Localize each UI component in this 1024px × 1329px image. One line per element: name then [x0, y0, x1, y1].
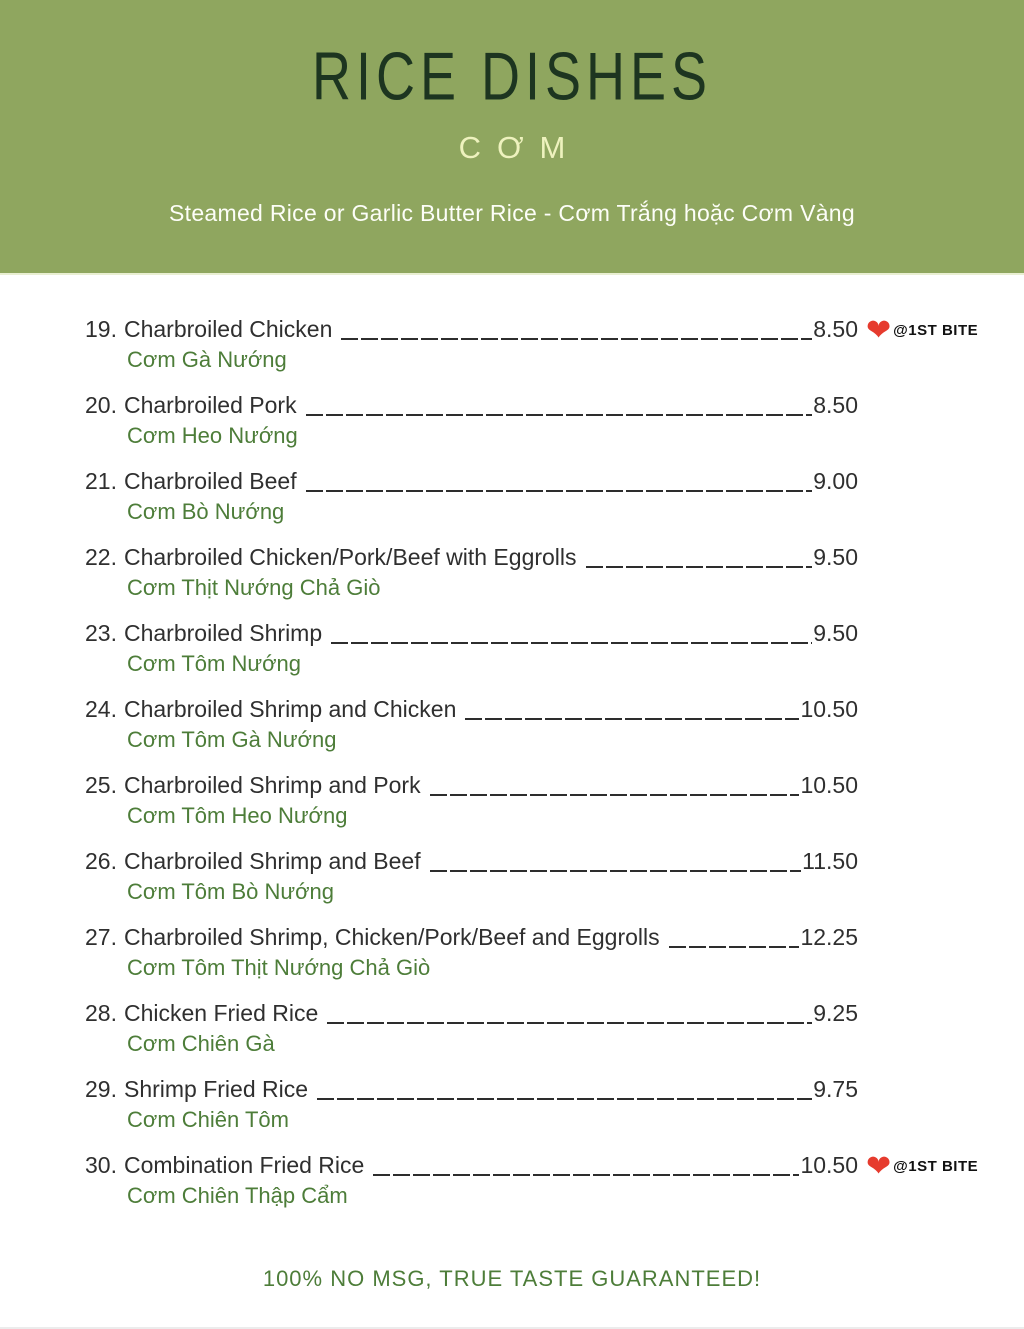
menu-item-row — [85, 618, 858, 648]
menu-item — [85, 466, 858, 526]
dotted-leader — [430, 870, 802, 872]
menu-item-row — [85, 694, 858, 724]
menu-item-vietnamese: Cơm Tôm Nướng — [127, 651, 301, 676]
menu-item-vietnamese: Cơm Chiên Thập Cẩm — [127, 1183, 348, 1208]
dotted-leader — [306, 490, 813, 492]
dotted-leader — [669, 946, 800, 948]
menu-item-row — [85, 998, 858, 1028]
menu-item — [85, 694, 858, 754]
menu-item-vietnamese: Cơm Chiên Tôm — [127, 1107, 289, 1132]
menu-item-number: 29. — [85, 1076, 117, 1102]
menu-item-vietnamese: Cơm Tôm Bò Nướng — [127, 879, 335, 904]
menu-item-number: 30. — [85, 1152, 117, 1178]
menu-item-row — [85, 1150, 979, 1183]
menu-item-price: 8.50 — [813, 392, 858, 418]
menu-item-number: 26. — [85, 848, 117, 874]
menu-item-name: 23. Charbroiled Shrimp — [85, 620, 323, 646]
menu-item-price: 10.50 — [800, 696, 858, 722]
menu-item-row — [85, 466, 858, 496]
menu-item-name: 26. Charbroiled Shrimp and Beef — [85, 848, 421, 874]
menu-item-row — [85, 390, 858, 420]
menu-item — [85, 314, 979, 374]
menu-item-name: 29. Shrimp Fried Rice — [85, 1076, 309, 1102]
menu-item — [85, 998, 858, 1058]
menu-item-number: 24. — [85, 696, 117, 722]
menu-item-row — [85, 922, 858, 952]
menu-item-name: 24. Charbroiled Shrimp and Chicken — [85, 696, 457, 722]
menu-item-number: 21. — [85, 468, 117, 494]
menu-item-vietnamese: Cơm Heo Nướng — [127, 423, 298, 448]
dotted-leader — [317, 1098, 812, 1100]
dotted-leader — [465, 718, 799, 720]
menu-item-price: 10.50 — [800, 1152, 858, 1178]
menu-item-number: 27. — [85, 924, 117, 950]
menu-item-row — [85, 1074, 858, 1104]
first-bite-badge — [866, 316, 978, 346]
menu-item-price: 11.50 — [802, 848, 858, 874]
menu-item-row — [85, 542, 858, 572]
page-title-vietnamese: CƠM — [458, 130, 582, 165]
menu-item-name: 25. Charbroiled Shrimp and Pork — [85, 772, 421, 798]
first-bite-badge-label: @1ST BITE — [893, 1158, 979, 1175]
menu-item-vietnamese: Cơm Tôm Gà Nướng — [127, 727, 337, 752]
menu-item-number: 20. — [85, 392, 117, 418]
menu-item-name: 27. Charbroiled Shrimp, Chicken/Pork/Beef and Eggrolls — [85, 924, 660, 950]
menu-item — [85, 390, 858, 450]
menu-item-vietnamese: Cơm Tôm Thịt Nướng Chả Giò — [127, 955, 431, 980]
menu-item-price: 10.50 — [800, 772, 858, 798]
menu-item-vietnamese: Cơm Chiên Gà — [127, 1031, 275, 1056]
first-bite-badge — [866, 1152, 978, 1182]
menu-item-list — [85, 273, 979, 1226]
menu-item-vietnamese: Cơm Bò Nướng — [127, 499, 285, 524]
no-msg-note: 100% NO MSG, TRUE TASTE GUARANTEED! — [262, 1266, 762, 1291]
menu-item-price: 9.00 — [813, 468, 858, 494]
menu-header — [0, 0, 1024, 275]
dotted-leader — [306, 414, 813, 416]
menu-item-number: 28. — [85, 1000, 117, 1026]
menu-item-row — [85, 846, 858, 876]
dotted-leader — [430, 794, 800, 796]
menu-item-name: 22. Charbroiled Chicken/Pork/Beef with Eggrolls — [85, 544, 577, 570]
menu-item-price: 9.75 — [813, 1076, 858, 1102]
menu-item — [85, 1074, 858, 1134]
menu-item-price: 12.25 — [800, 924, 858, 950]
menu-item-price: 9.50 — [813, 620, 858, 646]
menu-item-number: 23. — [85, 620, 117, 646]
menu-item-number: 22. — [85, 544, 117, 570]
menu-item-name: 28. Chicken Fried Rice — [85, 1000, 319, 1026]
first-bite-badge-label: @1ST BITE — [893, 322, 979, 339]
menu-item-name: 19. Charbroiled Chicken — [85, 316, 333, 342]
menu-item — [85, 922, 858, 982]
menu-item-price: 9.25 — [813, 1000, 858, 1026]
menu-item-row — [85, 314, 979, 347]
menu-item — [85, 1150, 979, 1210]
menu-item-row — [85, 770, 858, 800]
menu-item-name: 30. Combination Fried Rice — [85, 1152, 365, 1178]
heart-icon: ❤ — [866, 1150, 892, 1183]
menu-item-number: 25. — [85, 772, 117, 798]
menu-item-number: 19. — [85, 316, 117, 342]
dotted-leader — [331, 642, 812, 644]
dotted-leader — [586, 566, 813, 568]
menu-item-name: 21. Charbroiled Beef — [85, 468, 297, 494]
menu-item-price: 8.50 — [813, 316, 858, 342]
dotted-leader — [327, 1022, 812, 1024]
menu-item-price: 9.50 — [813, 544, 858, 570]
menu-item-vietnamese: Cơm Gà Nướng — [127, 347, 287, 372]
menu-item-vietnamese: Cơm Thịt Nướng Chả Giò — [127, 575, 381, 600]
menu-item — [85, 618, 858, 678]
menu-item-name: 20. Charbroiled Pork — [85, 392, 297, 418]
menu-item-vietnamese: Cơm Tôm Heo Nướng — [127, 803, 348, 828]
page-title: RICE DISHES — [311, 39, 713, 115]
dotted-leader — [373, 1174, 799, 1176]
menu-item — [85, 770, 858, 830]
heart-icon: ❤ — [866, 314, 892, 347]
rice-choice-description: Steamed Rice or Garlic Butter Rice - Cơm Trắng hoặc Cơm Vàng — [168, 200, 855, 226]
menu-item — [85, 846, 858, 906]
menu-item — [85, 542, 858, 602]
dotted-leader — [341, 338, 812, 340]
